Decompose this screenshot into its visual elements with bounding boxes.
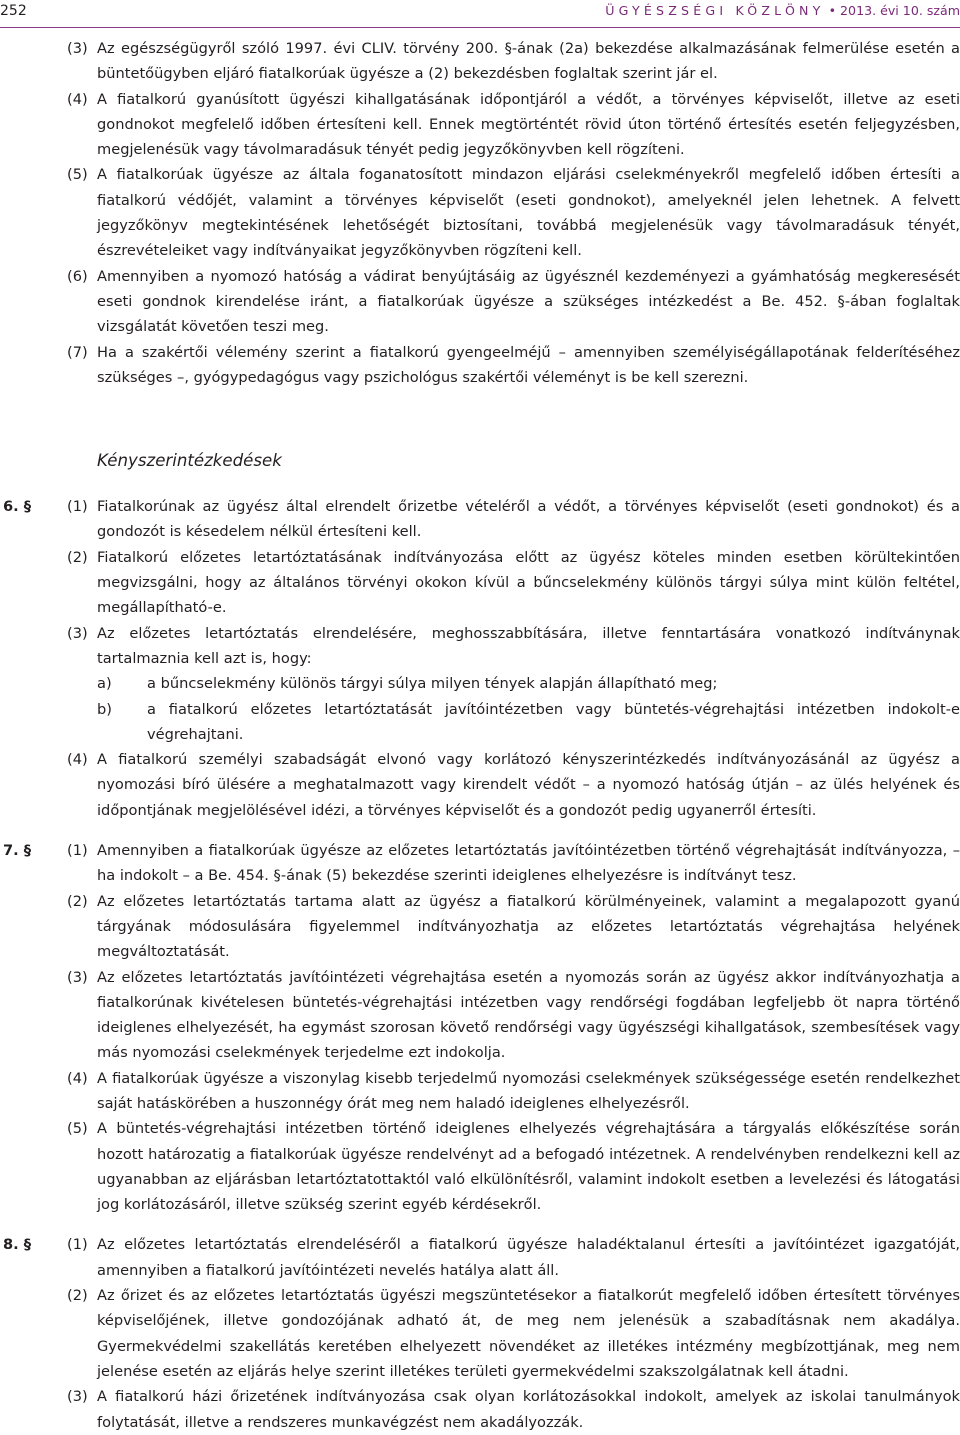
page-number: 252 bbox=[0, 3, 27, 19]
section-spacer bbox=[0, 1217, 960, 1232]
paragraph-number: (1) bbox=[67, 498, 88, 516]
paragraph-number: (3) bbox=[67, 624, 88, 642]
paragraph-text: A fiatalkorúak ügyésze az általa foganatosított mindazon eljárási cselekményekről megfelelő időben értesíti a fiatalkorú védőjét, valamint a törvényes képviselőt (eseti gondnokot), amelyeknél jelen lehetnek. A felvett jegyzőkönyv megtekintésének lehetőségét biztosítani, továbbá megjelenésük vagy távolmaradásuk tényét, észrevételeiket vagy indítványaikat jegyzőkönyvben rögzíteni kell. bbox=[97, 166, 960, 260]
section-heading: Kényszerintézkedések bbox=[97, 451, 282, 471]
paragraph bbox=[0, 1116, 960, 1217]
paragraph-number: (3) bbox=[67, 40, 88, 57]
paragraph-number: (3) bbox=[67, 968, 88, 986]
paragraph-text: A büntetés-végrehajtási intézetben történő ideiglenes elhelyezés végrehajtására a tárgyalás előkészítése során hozott határozatig a fiatalkorúak ügyésze rendelvényt ad a befogadó intézetnek. A rendelvényben rendelkezni kell az ugyanabban az eljárásban letartóztatottaktól való elkülönítésről, valamint indokolt esetben a levelezési és látogatási jog korlátozásáról, illetve szükség szerint egyéb kérdésekről. bbox=[97, 1120, 960, 1214]
list-item-text: a fiatalkorú előzetes letartóztatását javítóintézetben vagy büntetés-végrehajtási intézetben indokolt-e végrehajtani. bbox=[147, 700, 960, 743]
list-item-label: a) bbox=[97, 675, 112, 693]
paragraph-text: Az egészségügyről szóló 1997. évi CLIV. törvény 200. §-ának (2a) bekezdése alkalmazásának felmerülése esetén a büntetőügyben eljáró fiatalkorúak ügyésze a (2) bekezdésben foglaltak szerint jár el. bbox=[97, 40, 960, 83]
issue-label: 2013. évi 10. szám bbox=[840, 3, 960, 18]
section-spacer bbox=[0, 823, 960, 838]
paragraph bbox=[0, 264, 960, 340]
paragraph bbox=[0, 87, 960, 163]
paragraph-number: (6) bbox=[67, 267, 88, 285]
journal-title bbox=[605, 0, 960, 22]
paragraph bbox=[0, 889, 960, 965]
list-item-label: b) bbox=[97, 700, 112, 718]
paragraph-number: (1) bbox=[67, 842, 88, 860]
document-body bbox=[0, 36, 960, 1435]
paragraph-text: Az előzetes letartóztatás elrendelésére, meghosszabbítására, illetve fenntartására vonatkozó indítványnak tartalmaznia kell azt is, hogy: bbox=[97, 624, 960, 667]
paragraph bbox=[0, 36, 960, 87]
list-item-text: a bűncselekmény különös tárgyi súlya milyen tények alapján állapítható meg; bbox=[147, 675, 718, 693]
paragraph-number: (5) bbox=[67, 166, 88, 184]
paragraph-number: (4) bbox=[67, 90, 88, 108]
paragraph-text: A fiatalkorúak ügyésze a viszonylag kisebb terjedelmű nyomozási cselekmények szükségessége esetén rendelkezhet saját hatáskörében a huszonnégy órát meg nem haladó ideiglenes elhelyezésről. bbox=[97, 1069, 960, 1112]
paragraph-text: Amennyiben a nyomozó hatóság a vádirat benyújtásáig az ügyésznél kezdeményezi a gyámhatóság megkeresését eseti gondnok kirendelése iránt, a fiatalkorúak ügyésze a szükséges intézkedést a Be. 452. §-ában foglaltak vizsgálatát követően teszi meg. bbox=[97, 267, 960, 336]
section-mark: 6. § bbox=[3, 498, 32, 516]
paragraph bbox=[0, 747, 960, 823]
journal-name: ÜGYÉSZSÉGI KÖZLÖNY bbox=[605, 3, 825, 18]
paragraph-text: Az előzetes letartóztatás javítóintézeti végrehajtása esetén a nyomozás során az ügyész akkor indítványozhatja a fiatalkorúnak kivételesen büntetés-végrehajtási intézetben vagy rendőrségi fogdában legfeljebb öt napra történő ideiglenes elhelyezését, ha egymást szorosan követő rendőrségi vagy ügyészségi kihallgatások, szembesítések vagy más nyomozási cselekmények terjedelme ezt indokolja. bbox=[97, 968, 960, 1062]
paragraph bbox=[0, 1283, 960, 1384]
paragraph bbox=[0, 494, 960, 545]
paragraph-text: Az előzetes letartóztatás elrendeléséről a fiatalkorú ügyésze haladéktalanul értesíti a javítóintézet igazgatóját, amennyiben a fiatalkorú javítóintézeti nevelés hatálya alatt áll. bbox=[97, 1236, 960, 1279]
paragraph-text: Az őrizet és az előzetes letartóztatás ügyészi megszüntetésekor a fiatalkorút megfelelő időben értesített törvényes képviselőjének, illetve gondozójának adható át, de meg nem jelenésük a szabadításnak nem akadálya. Gyermekvédelmi szakellátás keretében elhelyezett növendéket az illetékes intézmény megbízottjának, meg nem jelenése esetén az eljárás helye szerint illetékes területi gyermekvédelmi szakszolgálatnak kell átadni. bbox=[97, 1287, 960, 1380]
paragraph-text: A fiatalkorú gyanúsított ügyészi kihallgatásának időpontjáról a védőt, a törvényes képviselőt, illetve az eseti gondnokot megfelelő időben értesíteni kell. Ennek megtörténtét rövid úton történő értesítés esetén feljegyzésben, megjelenésük vagy távolmaradásuk tényét pedig jegyzőkönyvben kell rögzíteni. bbox=[97, 90, 960, 159]
paragraph-text: Fiatalkorúnak az ügyész által elrendelt őrizetbe vételéről a védőt, a törvényes képviselőt (eseti gondnokot) és a gondozót is késedelem nélkül értesíteni kell. bbox=[97, 498, 960, 541]
header-rule bbox=[0, 27, 960, 28]
paragraph bbox=[0, 162, 960, 263]
paragraph-number: (2) bbox=[67, 892, 88, 910]
paragraph bbox=[0, 1232, 960, 1283]
paragraph-number: (2) bbox=[67, 1287, 88, 1305]
paragraph-text: A fiatalkorú házi őrizetének indítványozása csak olyan korlátozásokkal indokolt, amelyek az iskolai tanulmányok folytatását, illetve a rendszeres munkavégzést nem akadályozzák. bbox=[97, 1388, 960, 1431]
paragraph-text: Fiatalkorú előzetes letartóztatásának indítványozása előtt az ügyész köteles minden esetben körültekintően megvizsgálni, hogy az általános törvényi okokon kívül a bűncselekmény különös tárgyi súlya mint külön feltétel, megállapítható-e. bbox=[97, 548, 960, 617]
paragraph bbox=[0, 838, 960, 889]
section-mark: 8. § bbox=[3, 1236, 32, 1254]
paragraph bbox=[0, 545, 960, 621]
section-mark: 7. § bbox=[3, 842, 32, 860]
paragraph-number: (4) bbox=[67, 751, 88, 769]
paragraph bbox=[0, 340, 960, 391]
paragraph-number: (3) bbox=[67, 1388, 88, 1406]
paragraph-number: (2) bbox=[67, 548, 88, 566]
paragraph-text: Az előzetes letartóztatás tartama alatt az ügyész a fiatalkorú körülményeinek, valamint a megalapozott gyanú tárgyának módosulására figyelemmel indítványozhatja az előzetes letartóztatás végrehajtása helyének megváltoztatását. bbox=[97, 892, 960, 961]
header-bullet: • bbox=[828, 3, 837, 18]
paragraph bbox=[0, 621, 960, 672]
page-header bbox=[0, 0, 960, 28]
paragraph-text: Ha a szakértői vélemény szerint a fiatalkorú gyengeelméjű – amennyiben személyiségállapotának felderítéséhez szükséges –, gyógypedagógus vagy pszichológus szakértői véleményt is be kell szerezni. bbox=[97, 343, 960, 386]
paragraph-number: (4) bbox=[67, 1069, 88, 1087]
paragraph bbox=[0, 965, 960, 1066]
paragraph bbox=[0, 1066, 960, 1117]
list-item bbox=[0, 671, 960, 696]
paragraph-number: (7) bbox=[67, 343, 88, 361]
list-item bbox=[0, 697, 960, 748]
paragraph-number: (5) bbox=[67, 1120, 88, 1138]
paragraph bbox=[0, 1384, 960, 1435]
paragraph-text: Amennyiben a fiatalkorúak ügyésze az előzetes letartóztatás javítóintézetben történő végrehajtását indítványozza, – ha indokolt – a Be. 454. §-ának (5) bekezdése szerinti ideiglenes elhelyezésre is indítványt tesz. bbox=[97, 842, 960, 885]
paragraph-text: A fiatalkorú személyi szabadságát elvonó vagy korlátozó kényszerintézkedés indítványozásánál az ügyész a nyomozási bíró ülésére a meghatalmazott vagy kirendelt védőt – a nyomozó hatóság útján – az ülés helyének és időpontjának megjelölésével idézi, a törvényes képviselőt és a gondozót pedig ugyanerről értesíti. bbox=[97, 751, 960, 819]
paragraph-number: (1) bbox=[67, 1236, 88, 1254]
